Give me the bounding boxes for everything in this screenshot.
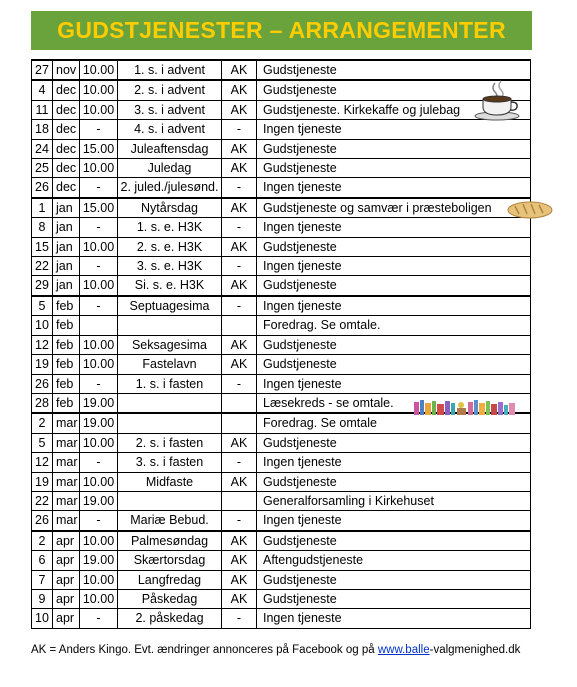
month-cell: apr [53, 609, 80, 628]
month-cell: apr [53, 551, 80, 570]
day-cell: 26 [32, 374, 53, 393]
day-cell: 26 [32, 511, 53, 531]
month-cell: dec [53, 159, 80, 178]
priest-cell: AK [222, 159, 257, 178]
schedule-row [32, 257, 531, 276]
schedule-row [32, 120, 531, 139]
description-cell: Ingen tjeneste [257, 218, 531, 237]
month-cell: apr [53, 570, 80, 589]
month-cell: jan [53, 198, 80, 218]
time-cell [80, 316, 118, 335]
schedule-row [32, 355, 531, 374]
occasion-cell: Påskedag [118, 589, 222, 608]
description-cell: Gudstjeneste [257, 276, 531, 296]
day-cell: 9 [32, 589, 53, 608]
day-cell: 27 [32, 60, 53, 80]
priest-cell: AK [222, 100, 257, 119]
footer-note [31, 644, 520, 656]
time-cell: 19.00 [80, 551, 118, 570]
description-cell: Gudstjeneste [257, 60, 531, 80]
occasion-cell: Nytårsdag [118, 198, 222, 218]
occasion-cell: Mariæ Bebud. [118, 511, 222, 531]
priest-cell: AK [222, 531, 257, 551]
priest-cell: AK [222, 237, 257, 256]
month-cell: feb [53, 393, 80, 413]
day-cell: 12 [32, 453, 53, 472]
time-cell: 19.00 [80, 393, 118, 413]
priest-cell: - [222, 511, 257, 531]
time-cell: 10.00 [80, 60, 118, 80]
month-cell: dec [53, 139, 80, 158]
time-cell: 10.00 [80, 80, 118, 100]
month-cell: mar [53, 511, 80, 531]
month-cell: mar [53, 413, 80, 433]
priest-cell: AK [222, 60, 257, 80]
website-link[interactable]: www.balle [377, 644, 430, 656]
day-cell: 5 [32, 433, 53, 452]
priest-cell: - [222, 257, 257, 276]
time-cell: - [80, 257, 118, 276]
priest-cell: - [222, 178, 257, 198]
description-cell: Ingen tjeneste [257, 609, 531, 628]
occasion-cell [118, 393, 222, 413]
schedule-row [32, 296, 531, 316]
day-cell: 10 [32, 316, 53, 335]
day-cell: 28 [32, 393, 53, 413]
month-cell: feb [53, 374, 80, 393]
priest-cell [222, 491, 257, 510]
priest-cell: AK [222, 198, 257, 218]
description-cell: Gudstjeneste og samvær i præsteboligen [257, 198, 531, 218]
schedule-row [32, 335, 531, 354]
month-cell: apr [53, 531, 80, 551]
occasion-cell: Palmesøndag [118, 531, 222, 551]
month-cell: feb [53, 335, 80, 354]
occasion-cell: 2. påskedag [118, 609, 222, 628]
day-cell: 22 [32, 491, 53, 510]
description-cell: Gudstjeneste [257, 355, 531, 374]
time-cell: 10.00 [80, 531, 118, 551]
occasion-cell: 1. s. i advent [118, 60, 222, 80]
month-cell: jan [53, 218, 80, 237]
time-cell: 10.00 [80, 276, 118, 296]
day-cell: 11 [32, 100, 53, 119]
description-cell: Gudstjeneste [257, 237, 531, 256]
time-cell: 10.00 [80, 589, 118, 608]
day-cell: 12 [32, 335, 53, 354]
occasion-cell: Seksagesima [118, 335, 222, 354]
priest-cell: - [222, 609, 257, 628]
time-cell: - [80, 120, 118, 139]
month-cell: nov [53, 60, 80, 80]
description-cell: Gudstjeneste [257, 159, 531, 178]
time-cell: - [80, 511, 118, 531]
page-title: GUDSTJENESTER – ARRANGEMENTER [57, 17, 506, 43]
time-cell: - [80, 296, 118, 316]
day-cell: 2 [32, 531, 53, 551]
priest-cell: AK [222, 589, 257, 608]
occasion-cell: 3. s. e. H3K [118, 257, 222, 276]
description-cell: Gudstjeneste [257, 472, 531, 491]
month-cell: dec [53, 80, 80, 100]
description-cell: Gudstjeneste [257, 570, 531, 589]
day-cell: 6 [32, 551, 53, 570]
occasion-cell: Fastelavn [118, 355, 222, 374]
schedule-row [32, 100, 531, 119]
month-cell: dec [53, 178, 80, 198]
occasion-cell: Septuagesima [118, 296, 222, 316]
occasion-cell: Skærtorsdag [118, 551, 222, 570]
occasion-cell: 3. s. i advent [118, 100, 222, 119]
description-cell: Aftengudstjeneste [257, 551, 531, 570]
month-cell: feb [53, 296, 80, 316]
priest-cell: - [222, 374, 257, 393]
occasion-cell [118, 316, 222, 335]
time-cell: - [80, 178, 118, 198]
day-cell: 7 [32, 570, 53, 589]
occasion-cell [118, 413, 222, 433]
day-cell: 19 [32, 355, 53, 374]
description-cell: Ingen tjeneste [257, 120, 531, 139]
occasion-cell: 1. s. i fasten [118, 374, 222, 393]
description-cell: Gudstjeneste. Kirkekaffe og julebag [257, 100, 531, 119]
month-cell: feb [53, 316, 80, 335]
priest-cell: AK [222, 80, 257, 100]
schedule-row [32, 531, 531, 551]
occasion-cell: 2. juled./julesønd. [118, 178, 222, 198]
time-cell: 19.00 [80, 491, 118, 510]
time-cell: - [80, 374, 118, 393]
month-cell: apr [53, 589, 80, 608]
month-cell: mar [53, 491, 80, 510]
time-cell: - [80, 218, 118, 237]
priest-cell: - [222, 218, 257, 237]
description-cell: Foredrag. Se omtale [257, 413, 531, 433]
schedule-row [32, 159, 531, 178]
day-cell: 19 [32, 472, 53, 491]
schedule-row [32, 472, 531, 491]
time-cell: 10.00 [80, 159, 118, 178]
description-cell: Læsekreds - se omtale. [257, 393, 531, 413]
bread-icon [507, 200, 553, 220]
time-cell: 10.00 [80, 355, 118, 374]
time-cell: 10.00 [80, 472, 118, 491]
footer-text: AK = Anders Kingo. Evt. ændringer annonceres på Facebook og på [31, 644, 378, 656]
occasion-cell: Si. s. e. H3K [118, 276, 222, 296]
description-cell: Generalforsamling i Kirkehuset [257, 491, 531, 510]
month-cell: mar [53, 453, 80, 472]
occasion-cell: 2. s. i advent [118, 80, 222, 100]
schedule-row [32, 570, 531, 589]
month-cell: jan [53, 257, 80, 276]
occasion-cell: 2. s. i fasten [118, 433, 222, 452]
priest-cell: AK [222, 276, 257, 296]
priest-cell: - [222, 120, 257, 139]
schedule-row [32, 609, 531, 628]
day-cell: 10 [32, 609, 53, 628]
website-link-rest: -valgmenighed.dk [429, 644, 521, 656]
time-cell: - [80, 609, 118, 628]
month-cell: jan [53, 276, 80, 296]
schedule-row [32, 198, 531, 218]
priest-cell: AK [222, 472, 257, 491]
occasion-cell: Midfaste [118, 472, 222, 491]
schedule-row [32, 453, 531, 472]
description-cell: Ingen tjeneste [257, 296, 531, 316]
time-cell: - [80, 453, 118, 472]
schedule-row [32, 433, 531, 452]
schedule-row [32, 60, 531, 80]
description-cell: Ingen tjeneste [257, 453, 531, 472]
day-cell: 18 [32, 120, 53, 139]
priest-cell [222, 413, 257, 433]
schedule-row [32, 589, 531, 608]
occasion-cell: 4. s. i advent [118, 120, 222, 139]
occasion-cell: Langfredag [118, 570, 222, 589]
day-cell: 4 [32, 80, 53, 100]
description-cell: Gudstjeneste [257, 589, 531, 608]
description-cell: Gudstjeneste [257, 80, 531, 100]
priest-cell: AK [222, 433, 257, 452]
day-cell: 15 [32, 237, 53, 256]
time-cell: 10.00 [80, 237, 118, 256]
coffee-cup-icon [473, 79, 521, 121]
day-cell: 5 [32, 296, 53, 316]
schedule-row [32, 139, 531, 158]
time-cell: 10.00 [80, 433, 118, 452]
schedule-row [32, 80, 531, 100]
occasion-cell [118, 491, 222, 510]
description-cell: Gudstjeneste [257, 433, 531, 452]
day-cell: 29 [32, 276, 53, 296]
schedule-row [32, 276, 531, 296]
time-cell: 15.00 [80, 198, 118, 218]
occasion-cell: 3. s. i fasten [118, 453, 222, 472]
schedule-table [31, 59, 531, 629]
schedule-row [32, 551, 531, 570]
priest-cell [222, 316, 257, 335]
day-cell: 24 [32, 139, 53, 158]
time-cell: 15.00 [80, 139, 118, 158]
day-cell: 22 [32, 257, 53, 276]
schedule-row [32, 316, 531, 335]
priest-cell [222, 393, 257, 413]
month-cell: dec [53, 100, 80, 119]
priest-cell: - [222, 453, 257, 472]
time-cell: 10.00 [80, 570, 118, 589]
month-cell: jan [53, 237, 80, 256]
time-cell: 10.00 [80, 335, 118, 354]
day-cell: 2 [32, 413, 53, 433]
occasion-cell: Juledag [118, 159, 222, 178]
description-cell: Ingen tjeneste [257, 374, 531, 393]
priest-cell: AK [222, 570, 257, 589]
schedule-row [32, 237, 531, 256]
schedule-row [32, 374, 531, 393]
title-banner [31, 11, 532, 50]
day-cell: 26 [32, 178, 53, 198]
description-cell: Gudstjeneste [257, 139, 531, 158]
schedule-row [32, 491, 531, 510]
time-cell: 19.00 [80, 413, 118, 433]
description-cell: Foredrag. Se omtale. [257, 316, 531, 335]
time-cell: 10.00 [80, 100, 118, 119]
description-cell: Gudstjeneste [257, 335, 531, 354]
priest-cell: AK [222, 551, 257, 570]
description-cell: Ingen tjeneste [257, 178, 531, 198]
books-icon [413, 399, 519, 415]
description-cell: Ingen tjeneste [257, 511, 531, 531]
schedule-row [32, 178, 531, 198]
description-cell: Gudstjeneste [257, 531, 531, 551]
priest-cell: AK [222, 335, 257, 354]
description-cell: Ingen tjeneste [257, 257, 531, 276]
month-cell: feb [53, 355, 80, 374]
schedule-row [32, 218, 531, 237]
schedule-row [32, 413, 531, 433]
month-cell: dec [53, 120, 80, 139]
month-cell: mar [53, 472, 80, 491]
occasion-cell: 1. s. e. H3K [118, 218, 222, 237]
priest-cell: - [222, 296, 257, 316]
month-cell: mar [53, 433, 80, 452]
day-cell: 1 [32, 198, 53, 218]
occasion-cell: Juleaftensdag [118, 139, 222, 158]
occasion-cell: 2. s. e. H3K [118, 237, 222, 256]
priest-cell: AK [222, 139, 257, 158]
schedule-row [32, 511, 531, 531]
day-cell: 25 [32, 159, 53, 178]
priest-cell: AK [222, 355, 257, 374]
day-cell: 8 [32, 218, 53, 237]
